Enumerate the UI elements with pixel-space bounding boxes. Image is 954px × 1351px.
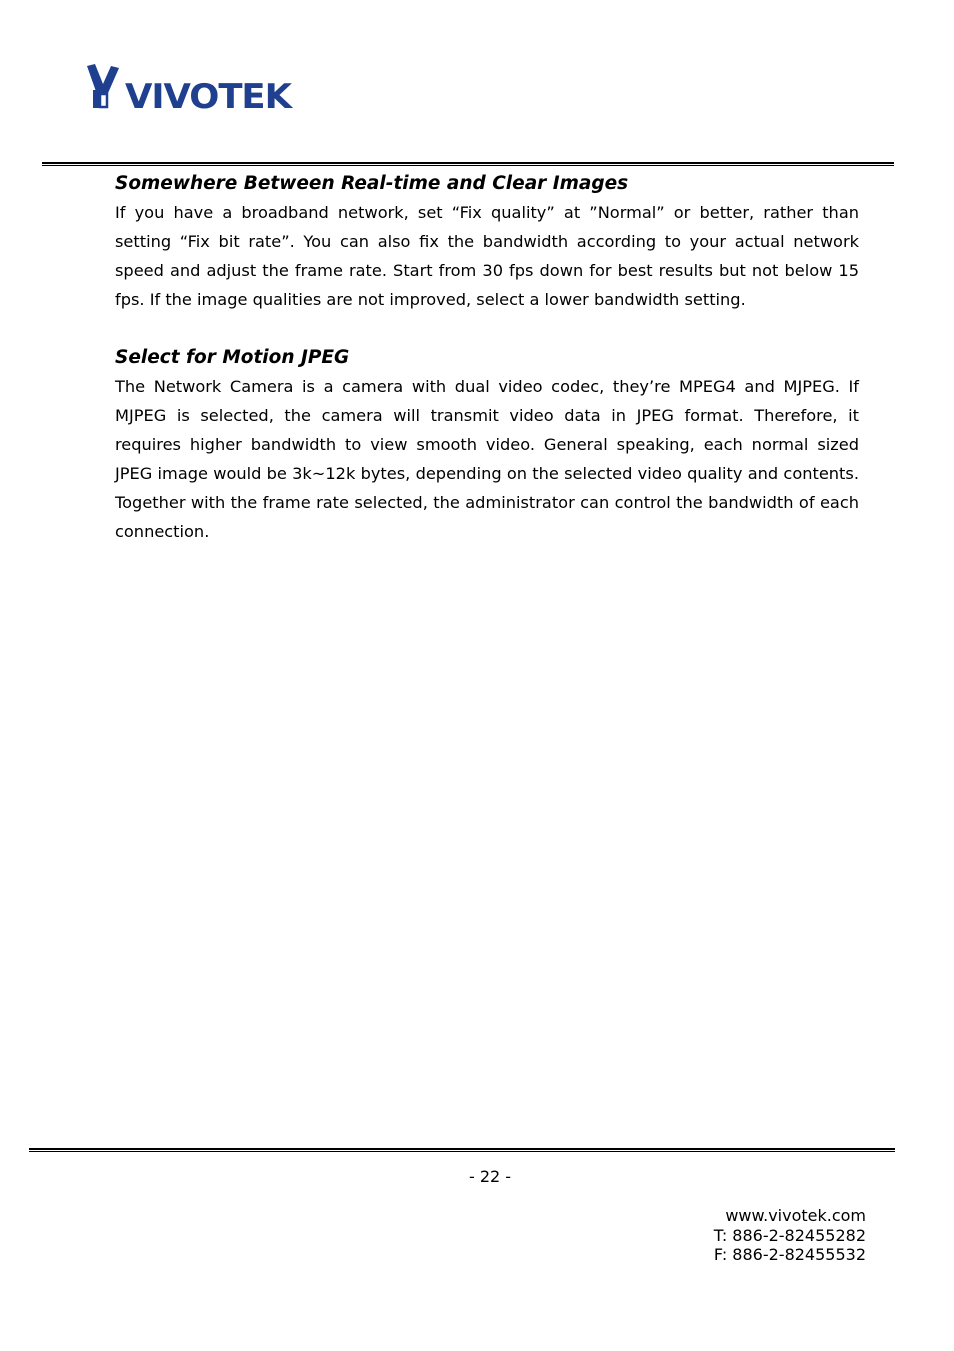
section-body: If you have a broadband network, set “Fix quality” at ”Normal” or better, rather than setting “Fix bit rate”. You can also fix the bandwidth according to your actual network speed and adjust the frame rate. Start from 30 fps down for best results but not below 15 fps. If the image qualities are not improved, select a lower bandwidth setting. (115, 203, 859, 309)
footer-divider (29, 1148, 895, 1152)
header-divider (42, 162, 894, 166)
section-motion-jpeg (115, 344, 859, 546)
website-link[interactable]: www.vivotek.com (725, 1206, 866, 1225)
main-content (115, 170, 859, 546)
footer-contact (714, 1206, 866, 1265)
page-number: - 22 - (468, 1167, 512, 1186)
section-body: The Network Camera is a camera with dual video codec, they’re MPEG4 and MJPEG. If MJPEG is selected, the camera will transmit video data in JPEG format. Therefore, it requires higher bandwidth to view smooth video. General speaking, each normal sized JPEG image would be 3k~12k bytes, depending on the selected video quality and contents. Together with the frame rate selected, the administrator can control the bandwidth of each connection. (115, 377, 859, 541)
svg-text:VIVOTEK: VIVOTEK (125, 77, 294, 114)
vivotek-logo (85, 62, 295, 114)
phone-number: T: 886-2-82455282 (713, 1225, 866, 1245)
fax-number: F: 886-2-82455532 (713, 1245, 866, 1264)
section-realtime-clear (115, 170, 859, 314)
section-heading: Select for Motion JPEG (115, 347, 350, 368)
section-heading: Somewhere Between Real-time and Clear Images (115, 173, 629, 194)
